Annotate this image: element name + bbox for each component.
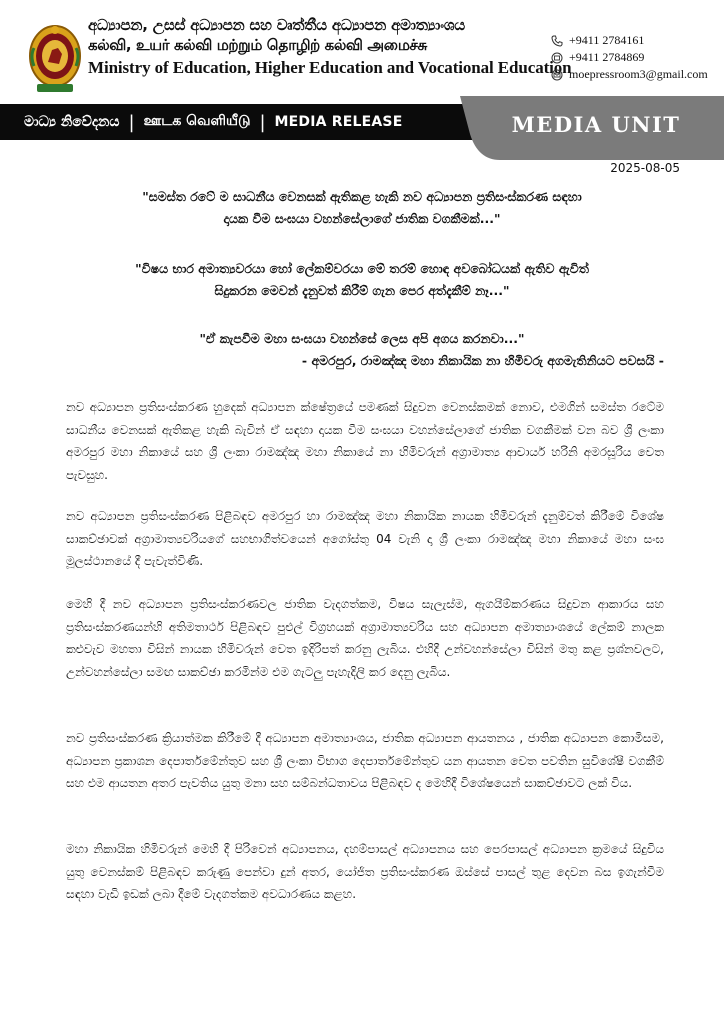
fax-contact <box>550 49 708 66</box>
media-release-labels <box>24 104 402 140</box>
ministry-name-sinhala: අධ්‍යාපන, උසස් අධ්‍යාපන සහ වෘත්තීය අධ්‍යාපන අමාත්‍යාංශය <box>88 16 465 34</box>
media-unit-label: MEDIA UNIT <box>511 112 681 137</box>
headline-quote-2 <box>40 258 684 302</box>
phone-icon <box>550 34 564 48</box>
band-label-tamil: ஊடக வெளியீடு <box>143 113 251 129</box>
email-icon <box>550 68 564 82</box>
letterhead <box>0 0 724 160</box>
body-paragraph: මහා නිකායික හිමිවරුන් මෙහි දී පිරිවෙන් අධ්‍යාපනය, දහම්පාසල් අධ්‍යාපනය සහ පෙරපාසල් අධ්‍යාපන ක්‍රමයේ සිදුවිය යුතු වෙනස්කම් පිළිබඳව කරුණු පෙන්වා දුන් අතර, යෝජිත ප්‍රතිසංස්කරණ ඔස්සේ පාසල් තුළ දෙවන බස ඉගැන්වීම සඳහා වැඩි ඉඩක් ලබා දීමේ වැදගත්කම අවධාරණය කළහ. <box>66 842 664 901</box>
headline-quote-1-line-1: "සමස්ත රටේ ම සාධනීය වෙනසක් ඇතිකළ හැකි නව අධ්‍යාපන ප්‍රතිසංස්කරණ සඳහා <box>142 189 582 204</box>
government-emblem-icon <box>28 22 82 96</box>
ministry-name <box>88 16 572 77</box>
band-label-sinhala: මාධ්‍ය නිවේදනය <box>24 114 120 130</box>
ministry-name-tamil: கல்வி, உயர் கல்வி மற்றும் தொழிற் கல்வி அமைச்சு <box>88 36 427 54</box>
body-paragraph: නව අධ්‍යාපන ප්‍රතිසංස්කරණ පිළිබඳව අමරපුර හා රාමඤ්ඤ මහා නිකායික නායක හිමිවරුන් දැනුම්වත් කිරීමේ විශේෂ සාකච්ඡාවක් අග්‍රාමාත්‍යවරියගේ සහභාගිත්වයෙන් අගෝස්තු 04 වැනි දා ශ්‍රී ලංකා රාමඤ්ඤ මහා නිකායේ මහා සංඝ මූලස්ථානයේ දී පැවැත්විණි. <box>66 509 664 568</box>
body-paragraph: මෙහි දී නව අධ්‍යාපන ප්‍රතිසංස්කරණවල ජාතික වැදගත්කම, විෂය සැලැස්ම, ඇගයීම්කරණය සිදුවන ආකාරය සහ ප්‍රතිසංස්කරණයන්හි අතිමතාර්ථ පිළිබඳව පුළුල් විග්‍රහයක් අග්‍රාමාත්‍යවරිය සහ අධ්‍යාපන අමාත්‍යාංශයේ ලේකම් නාලක කළුවැව මහතා විසින් නායක හිමිවරුන් වෙත ඉදිරිපත් කරනු ලැබිය. එහිදී උන්වහන්සේලා විසින් මතු කළ ප්‍රශ්නවලට, උන්වහන්සේලා සමඟ සාකච්ඡා කරමින්ම එම ගැටලු පැහැදිලි කර දෙනු ලැබිය. <box>66 597 664 679</box>
phone-number: +9411 2784161 <box>569 33 645 47</box>
email-address: moepressroom3@gmail.com <box>569 67 708 81</box>
email-contact <box>550 66 708 83</box>
ministry-name-english: Ministry of Education, Higher Education and Vocational Education <box>88 58 572 77</box>
body-paragraph: නව අධ්‍යාපන ප්‍රතිසංස්කරණ හුදෙක් අධ්‍යාපන ක්ෂේත්‍රයේ පමණක් සිදුවන වෙනස්කමක් නොව, එමගින් සමස්ත රටේම සාධනීය වෙනසක් ඇතිකළ හැකි බැවින් ඒ සඳහා දායක වීම සංඝයා වහන්සේලාගේ ජාතික වගකීමක් වන බව ශ්‍රී ලංකා අමරපුර මහා නිකායේ සහ ශ්‍රී ලංකා රාමඤ්ඤ මහා නිකායේ නා හිමිවරුන් අග්‍රාමාත්‍ය ආචාර්ය හරිනි අමරසූරිය වෙත පැවසුහ. <box>66 400 664 482</box>
fax-icon <box>550 51 564 65</box>
contact-details <box>550 32 708 83</box>
band-separator: | <box>128 111 135 133</box>
headline-quote-2-line-2: සිදුකරන මෙවන් දැනුවත් කිරීම් ගැන පෙර අත්දැකීම් නෑ..." <box>214 283 510 298</box>
fax-number: +9411 2784869 <box>569 50 645 64</box>
release-date: 2025-08-05 <box>610 161 680 175</box>
body-paragraph: නව ප්‍රතිසංස්කරණ ක්‍රියාත්මක කිරීමේ දී අධ්‍යාපන අමාත්‍යාංශය, ජාතික අධ්‍යාපන ආයතනය , ජාතික අධ්‍යාපන කොමිසම, අධ්‍යාපන ප්‍රකාශන දෙපාර්තමේන්තුව සහ ශ්‍රී ලංකා විභාග දෙපාර්තමේන්තුව යන ආයතන වෙත පවතින සුවිශේෂී වගකීම් සහ එම ආයතන අතර පැවතිය යුතු මනා සහ සම්බන්ධතාවය පිළිබඳව ද මෙහිදී විශේෂයෙන් සාකච්ඡාවට ලක් විය. <box>66 731 664 790</box>
band-label-english: MEDIA RELEASE <box>274 114 403 130</box>
headline-quote-2-line-1: "විෂය භාර අමාත්‍යවරයා හෝ ලේකම්වරයා මේ තරම් හොඳ අවබෝධයක් ඇතිව ඇවිත් <box>135 261 589 276</box>
headline-quote-1 <box>40 186 684 230</box>
quote-attribution: - අමරපුර, රාමඤ්ඤ මහා නිකායික නා හිමිවරු අගමැතිනියට පවසයි - <box>301 353 664 368</box>
phone-contact <box>550 32 708 49</box>
headline-quote-1-line-2: දායක වීම සංඝයා වහන්සේලාගේ ජාතික වගකීමක්..." <box>223 211 501 226</box>
band-separator: | <box>259 111 266 133</box>
headline-quote-3: "ඒ කැපවීම මහා සංඝයා වහන්සේ ලෙස අපි අගය කරනවා..." <box>199 331 525 346</box>
